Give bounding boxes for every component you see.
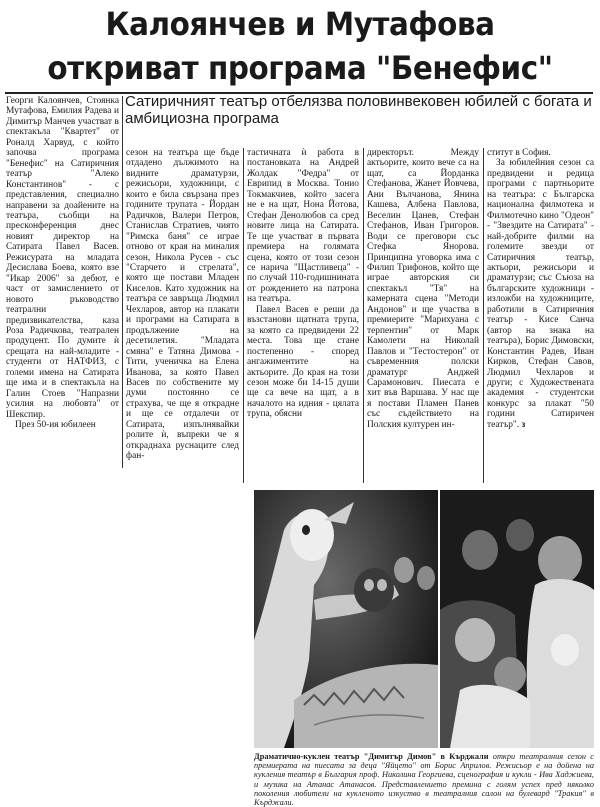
- column-rule: [122, 96, 123, 468]
- paragraph: ститут в София.: [487, 148, 551, 158]
- photo-audience: [440, 490, 594, 748]
- article-subtitle: Сатиричният театър отбелязва половинвековен юбилей с богата и амбициозна програма: [125, 93, 592, 127]
- photo-caption: [254, 752, 594, 807]
- column-rule: [243, 148, 244, 483]
- column-rule: [483, 148, 484, 483]
- paragraph: тастичната ѝ работа в постановката на Андрей Жолдак "Федра" от Еврипид в Москва. Тонио Токмакчиев, който засега не е на щат, Нона Йотова, Стефан Денолюбов са сред новите лица на Сатирата. Те ще участват в първата премиера на голямата сцена, която от този сезон се нарича "Щастливеца" - по случай 110-годишнината от рождението на патрона на театъра.: [247, 148, 359, 305]
- article-headline: [29, 2, 572, 90]
- paragraph: Павел Васев е реши да възстанови щатната трупа, за която са предвидени 22 места. Това ще стане постепенно - според ангажиментите на актьорите. До края на този сезон може би 14-15 души ще са вече на щат, а в началото на идния - цялата трупа, обясни: [247, 304, 359, 420]
- puppet-show-image: [254, 490, 438, 748]
- text-column-3: [247, 148, 359, 483]
- caption-title: Драматично-куклен театър "Димитър Димов" в Кърджали: [254, 752, 489, 761]
- paragraph: сезон на театъра ще бъде отдадено дължимото на видните драматурзи, режисьори, художници, с които е била свързана през годините трупата - Йордан Радичков, Валери Петров, Станислав Стратиев, чиято "Римска баня" се играе отново от края на миналия сезон, Никола Русев - със "Старчето и стрелата", която ще постави Младен Киселов. Като художник на театъра се завръща Людмил Чехларов, автор на плакати и програми на Сатирата в продължение на десетилетия. "Младата смяна" е Татяна Димова - Тити, ученичка на Елена Иванова, за която Павел Васев по собствените му думи постоянно се страхува, че ще я открадне и ще се отдалечи от Сатирата, изпълнявайки ролите ѝ, въпреки че я откраднаха руснаците след фан-: [126, 148, 239, 462]
- text-column-1: [6, 96, 119, 468]
- paragraph: За юбилейния сезон са предвидени и редица програми с партньорите на театъра: с Българска национална филмотека и Филмотечно кино "Одеон" - "Звездите на Сатирата" - най-добрите филми на големите звезди от Сатиричния театър, актьори, режисьори и драматурзи; със Съюза на българските художници - изложби на художниците, работили в Сатиричния театър - Кисе Санча (автор на знака на театъра), Борис Димовски, Константин Радев, Иван Кирков, Стефан Савов, Людмил Чехларов и други; с Художествената академия - студентски конкурс за плакат "50 години Сатиричен театър". з: [487, 158, 594, 430]
- paragraph: Георги Калоянчев, Стоянка Мутафова, Емилия Радева и Димитър Манчев участват в спектакъла "Квартет" от Роналд Харвуд, с който започва програма "Бенефис" на Сатиричния театър "Алеко Константинов" - с представления, специално направени за доайените на театъра, съобщи на пресконференция днес новият директор на Сатирата Павел Васев. Режисурата на младата Десислава Боева, която взе "Икар 2006" за дебют, е част от замислението от новото ръководство театрални предизвикателства, каза Роза Радичкова, театрален продуцент. По думите ѝ срещата на най-младите - студенти от НАТФИЗ, с големи имена на Сатирата ще има и в спектакъла на Галин Стоев "Напразни усилия на любовта" от Шекспир.: [6, 96, 119, 420]
- caption-text: откри театралния сезон с премиерата на пиесата за деца "Яйцето" от Борис Априлов. Режисьор е на дойена на кукления театър в България проф. Николина Георгиева, сценография и кукли - Ива Хаджиева, и музика на Атанас Атанасов. Представлението премина с голям успех пред няколко поколения любители на кукленото изкуство в театралния салон на булевард "Тракия" в Кърджали.: [254, 752, 594, 807]
- paragraph: През 50-ия юбилеен: [15, 420, 96, 431]
- text-column-5: [487, 148, 594, 483]
- photo-puppet-show: [254, 490, 438, 748]
- headline-line-1: Калоянчев и Мутафова: [105, 5, 495, 43]
- paragraph: директорът. Между актьорите, които вече са на щат, са Йорданка Стефанова, Жанет Йовчева, Ани Вълчанова, Янина Кашева, Албена Павлова, Веселин Цанев, Стефан Стефанов, Иван Григоров. Води се преговори със Стефка Янорова. Принципна уговорка има с Филип Трифонов, който ще играе авторския си спектакъл "Тя" на камерната сцена "Методи Андонов" и ще участва в премиерите "Марихуана с терпентин" от Марк Камолети на Николай Павлов и "Тестостерон" от съвременния полски драматург Анджей Сарамонович. Пиесата е хит във Варшава. У нас ще я постави Пламен Панев със съдействието на Полския културен ин-: [367, 148, 479, 430]
- end-mark: з: [521, 419, 526, 430]
- headline-line-2: откриват програма "Бенефис": [47, 49, 553, 87]
- audience-image: [440, 490, 594, 748]
- text-column-2: [126, 148, 239, 483]
- text-column-4: [367, 148, 479, 483]
- column-rule: [363, 148, 364, 483]
